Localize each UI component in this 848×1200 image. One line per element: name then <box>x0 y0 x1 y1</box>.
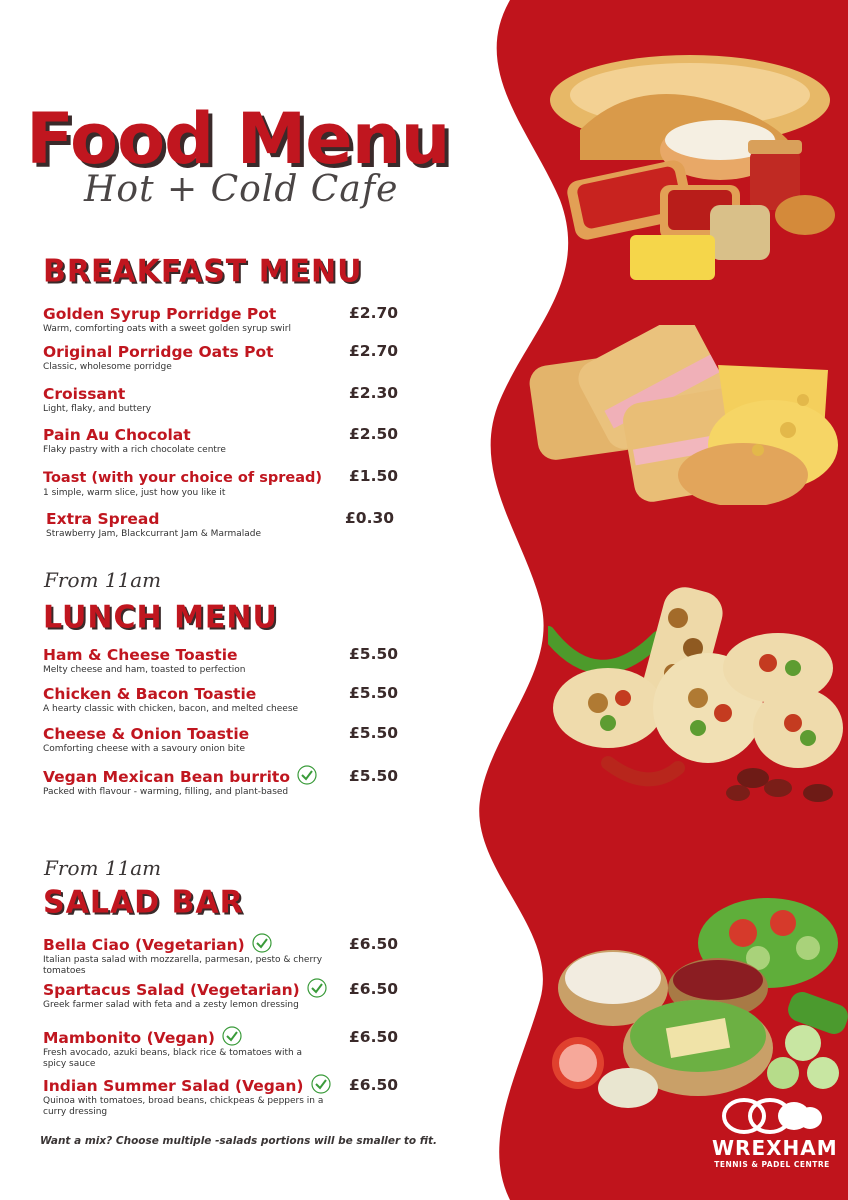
item-price: £6.50 <box>349 1028 399 1046</box>
item-price: £5.50 <box>349 684 399 702</box>
item-name: Indian Summer Salad (Vegan) <box>43 1077 304 1095</box>
menu-item <box>43 645 403 676</box>
item-name: Extra Spread <box>46 510 160 528</box>
vegetarian-badge-icon <box>252 933 272 953</box>
item-description: A hearty classic with chicken, bacon, and melted cheese <box>43 704 299 714</box>
menu-item <box>43 1028 403 1070</box>
vegan-badge-icon <box>311 1074 331 1094</box>
item-price: £5.50 <box>349 767 399 785</box>
item-description: Classic, wholesome porridge <box>43 362 172 372</box>
item-price: £6.50 <box>349 1076 399 1094</box>
menu-item <box>43 724 403 755</box>
menu-item <box>43 425 403 456</box>
pastries-illustration <box>540 40 840 290</box>
item-name: Toast (with your choice of spread) <box>43 470 322 486</box>
item-description: Packed with flavour - warming, filling, and plant-based <box>43 787 289 797</box>
item-price: £6.50 <box>349 935 399 953</box>
item-description: Italian pasta salad with mozzarella, parmesan, pesto & cherry tomatoes <box>43 955 323 976</box>
item-description: Warm, comforting oats with a sweet golden syrup swirl <box>43 324 291 334</box>
item-name: Bella Ciao (Vegetarian) <box>43 936 245 954</box>
item-name: Original Porridge Oats Pot <box>43 343 274 361</box>
item-name: Golden Syrup Porridge Pot <box>43 305 277 323</box>
menu-item <box>43 342 403 373</box>
salad-heading: SALAD BAR <box>43 884 244 921</box>
item-name: Cheese & Onion Toastie <box>43 725 250 743</box>
item-description: Fresh avocado, azuki beans, black rice & tomatoes with a spicy sauce <box>43 1048 303 1069</box>
item-name: Pain Au Chocolat <box>43 426 191 444</box>
salad-time-note: From 11am <box>44 856 162 880</box>
item-price: £5.50 <box>349 645 399 663</box>
salads-illustration <box>548 888 848 1113</box>
item-description: Light, flaky, and buttery <box>43 404 152 414</box>
item-description: Strawberry Jam, Blackcurrant Jam & Marmalade <box>46 529 262 539</box>
item-name: Mambonito (Vegan) <box>43 1029 215 1047</box>
toasties-illustration <box>528 325 838 505</box>
page-subtitle: Hot + Cold Cafe <box>84 169 399 210</box>
menu-item <box>43 980 403 1011</box>
item-price: £2.70 <box>349 304 399 322</box>
menu-item <box>43 684 403 715</box>
item-description: Flaky pastry with a rich chocolate centre <box>43 445 226 455</box>
item-price: £2.50 <box>349 425 399 443</box>
item-name: Spartacus Salad (Vegetarian) <box>43 981 300 999</box>
menu-item <box>43 384 403 415</box>
item-name: Vegan Mexican Bean burrito <box>43 768 290 786</box>
menu-item <box>43 935 403 977</box>
burritos-illustration <box>548 578 848 813</box>
item-description: 1 simple, warm slice, just how you like it <box>43 488 226 498</box>
item-price: £2.70 <box>349 342 399 360</box>
menu-item <box>43 467 403 499</box>
lunch-heading: LUNCH MENU <box>43 599 278 636</box>
item-name: Ham & Cheese Toastie <box>43 646 238 664</box>
salad-mix-footnote: Want a mix? Choose multiple -salads portions will be smaller to fit. <box>40 1135 438 1147</box>
item-name: Chicken & Bacon Toastie <box>43 685 257 703</box>
item-price: £0.30 <box>345 509 395 527</box>
breakfast-heading: BREAKFAST MENU <box>43 253 363 290</box>
item-description: Melty cheese and ham, toasted to perfection <box>43 665 246 675</box>
menu-item <box>46 509 406 540</box>
tennis-ball-logo-icon <box>712 1096 832 1136</box>
wrexham-logo <box>712 1092 838 1182</box>
item-price: £5.50 <box>349 724 399 742</box>
page-title: Food Menu <box>26 98 450 180</box>
item-price: £6.50 <box>349 980 399 998</box>
logo-name: WREXHAM <box>712 1136 838 1160</box>
menu-item <box>43 1076 403 1118</box>
menu-item <box>43 767 403 798</box>
vegan-badge-icon <box>297 765 317 785</box>
vegetarian-badge-icon <box>307 978 327 998</box>
vegan-badge-icon <box>222 1026 242 1046</box>
item-price: £1.50 <box>349 467 399 485</box>
item-description: Greek farmer salad with feta and a zesty lemon dressing <box>43 1000 299 1010</box>
menu-item <box>43 304 403 335</box>
lunch-time-note: From 11am <box>44 568 162 592</box>
item-name: Croissant <box>43 385 126 403</box>
item-price: £2.30 <box>349 384 399 402</box>
logo-subtitle: TENNIS & PADEL CENTRE <box>714 1160 830 1169</box>
item-description: Quinoa with tomatoes, broad beans, chickpeas & peppers in a curry dressing <box>43 1096 324 1117</box>
item-description: Comforting cheese with a savoury onion bite <box>43 744 246 754</box>
